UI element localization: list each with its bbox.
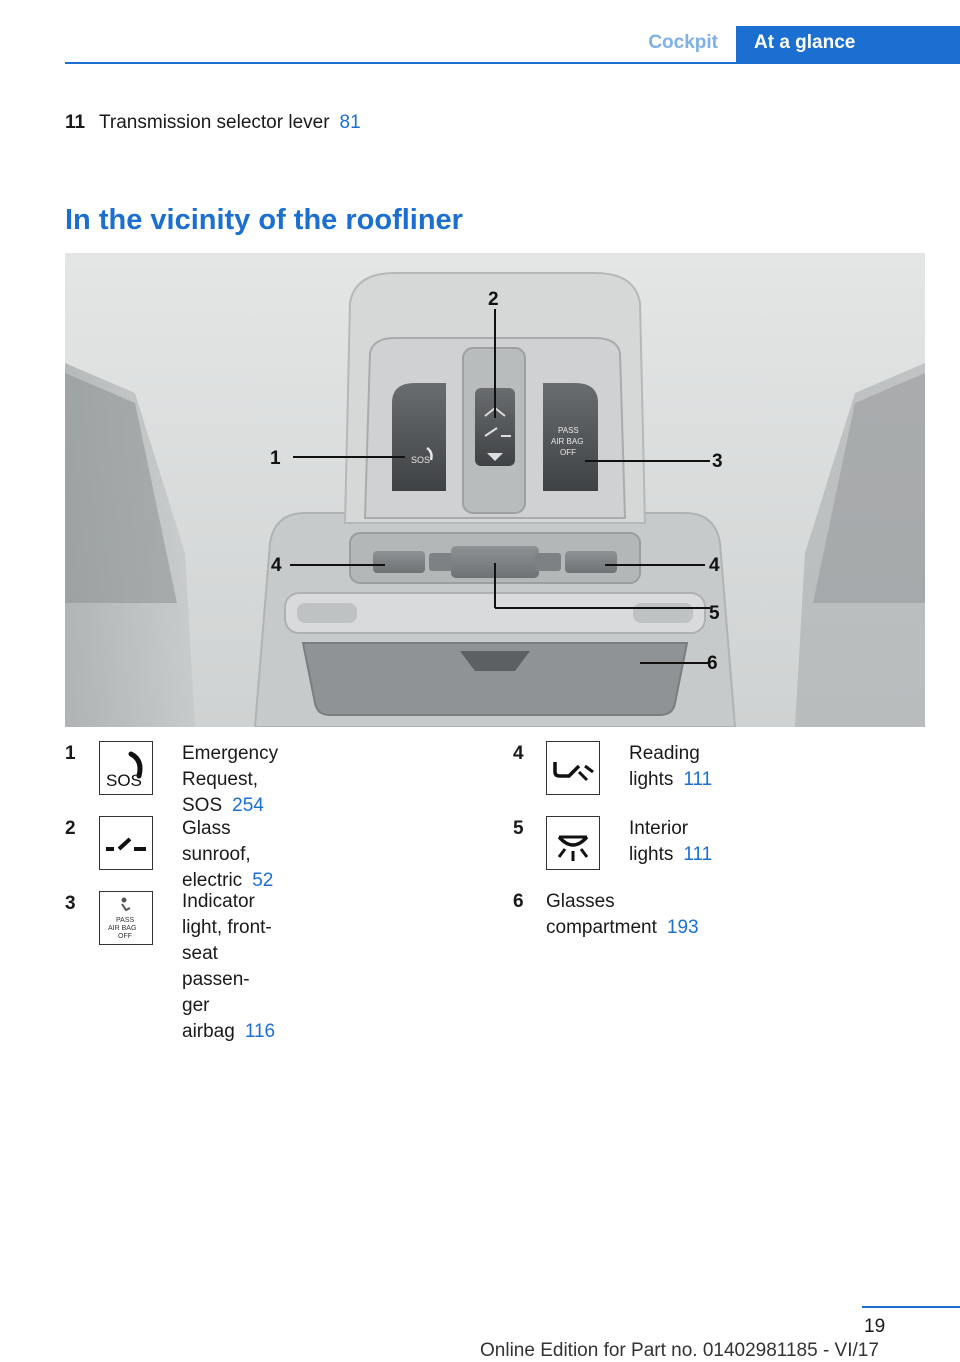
callout-4-right: 4 <box>709 555 720 576</box>
svg-text:PASS: PASS <box>116 917 135 924</box>
page-header <box>65 26 960 64</box>
callout-2: 2 <box>488 289 499 310</box>
legend-text: Interior lights <box>629 818 689 865</box>
footer-divider <box>862 1306 960 1308</box>
callout-6: 6 <box>707 653 718 674</box>
legend-text: Glasses compartment <box>546 891 657 938</box>
legend-number: 2 <box>65 818 76 839</box>
header-tab-at-a-glance[interactable]: At a glance <box>736 26 960 62</box>
page-number: 19 <box>864 1316 886 1337</box>
legend-number: 5 <box>513 818 524 839</box>
sos-phone-icon <box>99 741 153 795</box>
edition-note: Online Edition for Part no. 01402981185 - VI/17 <box>480 1340 879 1361</box>
page-ref-link[interactable]: 193 <box>666 917 699 938</box>
roofliner-figure <box>65 253 925 727</box>
page-ref-link[interactable]: 116 <box>244 1021 276 1042</box>
svg-text:OFF: OFF <box>118 933 132 940</box>
sunroof-icon <box>99 816 153 870</box>
item-11 <box>65 112 361 134</box>
legend-text: Reading lights <box>629 743 700 790</box>
page-ref-link[interactable]: 52 <box>252 870 274 891</box>
legend-number: 1 <box>65 743 76 764</box>
page-ref-link[interactable]: 254 <box>232 795 264 816</box>
callout-1: 1 <box>270 448 281 469</box>
page-ref-link[interactable]: 111 <box>683 844 713 865</box>
item-number: 11 <box>65 112 86 133</box>
legend-number: 4 <box>513 743 524 764</box>
airbag-label-off: OFF <box>560 448 576 457</box>
svg-text:SOS: SOS <box>106 771 142 790</box>
sos-label: SOS <box>411 455 431 465</box>
page-ref-link[interactable]: 81 <box>339 112 361 133</box>
legend-text: Glass sunroof, electric <box>182 818 251 891</box>
legend-text: Emergency Request, SOS <box>182 743 279 816</box>
callout-5: 5 <box>709 603 720 624</box>
reading-light-icon <box>546 741 600 795</box>
interior-light-icon <box>546 816 600 870</box>
header-tab-cockpit[interactable]: Cockpit <box>648 32 718 53</box>
legend-number: 3 <box>65 893 76 914</box>
svg-text:AIR BAG: AIR BAG <box>108 925 137 932</box>
section-title: In the vicinity of the roofliner <box>65 204 463 236</box>
passenger-airbag-off-icon <box>99 891 153 945</box>
legend-text-line2: ger airbag <box>182 995 235 1042</box>
legend-number: 6 <box>513 891 524 912</box>
item-text: Transmission selector lever <box>99 112 330 133</box>
airbag-label-pass: PASS <box>558 426 579 435</box>
airbag-label-air-bag: AIR BAG <box>551 437 584 446</box>
callout-3: 3 <box>712 451 723 472</box>
legend-text-line1: Indicator light, front-seat passen- <box>182 891 272 990</box>
page-ref-link[interactable]: 111 <box>683 769 713 790</box>
callout-4-left: 4 <box>271 555 282 576</box>
